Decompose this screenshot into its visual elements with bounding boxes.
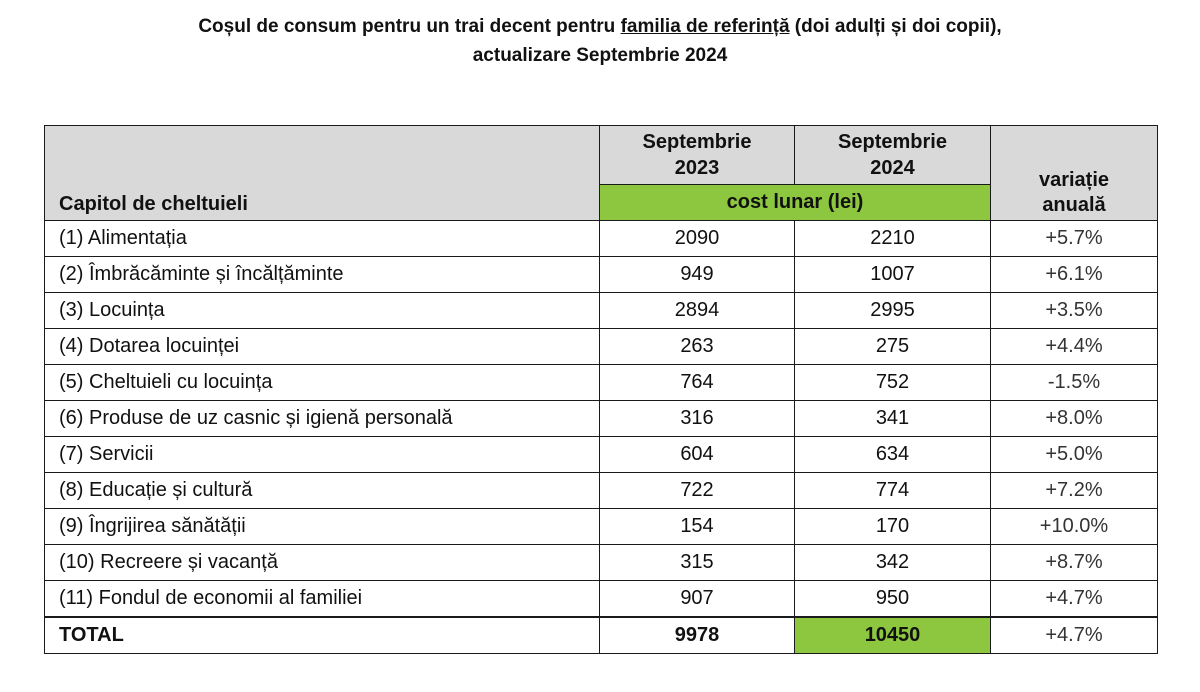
row-variation: +4.7% xyxy=(991,581,1158,618)
title-prefix: Coșul de consum pentru un trai decent pentru xyxy=(198,16,621,37)
total-value-2024: 10450 xyxy=(795,617,991,654)
row-chapter: (2) Îmbrăcăminte și încălțăminte xyxy=(45,257,600,293)
row-value-2023: 315 xyxy=(600,545,795,581)
header-year-2024 xyxy=(795,126,991,185)
row-value-2023: 722 xyxy=(600,473,795,509)
header-variation-line2: anuală xyxy=(1042,194,1106,216)
header-variation-line1: variație xyxy=(1038,169,1110,191)
table-row xyxy=(45,293,1158,329)
row-chapter: (6) Produse de uz casnic și igienă personală xyxy=(45,401,600,437)
total-value-2023: 9978 xyxy=(600,617,795,654)
page-title xyxy=(0,12,1200,70)
header-year-2024-year: 2024 xyxy=(870,157,915,179)
title-line-2: actualizare Septembrie 2024 xyxy=(472,45,728,66)
row-value-2023: 154 xyxy=(600,509,795,545)
row-variation: +5.7% xyxy=(991,221,1158,257)
row-value-2023: 949 xyxy=(600,257,795,293)
table-row xyxy=(45,545,1158,581)
row-value-2024: 2210 xyxy=(795,221,991,257)
row-value-2023: 604 xyxy=(600,437,795,473)
row-value-2023: 2090 xyxy=(600,221,795,257)
row-chapter: (3) Locuința xyxy=(45,293,600,329)
row-chapter: (11) Fondul de economii al familiei xyxy=(45,581,600,618)
header-variation xyxy=(991,126,1158,221)
row-value-2023: 316 xyxy=(600,401,795,437)
row-value-2024: 170 xyxy=(795,509,991,545)
table-row xyxy=(45,509,1158,545)
row-value-2024: 342 xyxy=(795,545,991,581)
row-value-2023: 263 xyxy=(600,329,795,365)
row-variation: +8.0% xyxy=(991,401,1158,437)
table-row xyxy=(45,401,1158,437)
row-value-2023: 764 xyxy=(600,365,795,401)
consumption-basket-table xyxy=(44,125,1158,654)
table-row xyxy=(45,365,1158,401)
row-chapter: (4) Dotarea locuinței xyxy=(45,329,600,365)
row-value-2024: 774 xyxy=(795,473,991,509)
row-chapter: (10) Recreere și vacanță xyxy=(45,545,600,581)
total-row xyxy=(45,617,1158,654)
table-row xyxy=(45,221,1158,257)
table-row xyxy=(45,581,1158,618)
table-body xyxy=(45,126,1158,654)
table-row xyxy=(45,329,1158,365)
table-row xyxy=(45,473,1158,509)
row-variation: +5.0% xyxy=(991,437,1158,473)
row-value-2024: 2995 xyxy=(795,293,991,329)
row-value-2024: 275 xyxy=(795,329,991,365)
table-row xyxy=(45,437,1158,473)
header-cost: cost lunar (lei) xyxy=(600,185,991,221)
title-underlined: familia de referință xyxy=(620,16,790,37)
total-label: TOTAL xyxy=(45,617,600,654)
row-variation: +10.0% xyxy=(991,509,1158,545)
header-chapter: Capitol de cheltuieli xyxy=(45,126,600,221)
row-variation: +3.5% xyxy=(991,293,1158,329)
row-chapter: (5) Cheltuieli cu locuința xyxy=(45,365,600,401)
title-suffix: (doi adulți și doi copii), xyxy=(789,16,1002,37)
row-variation: +8.7% xyxy=(991,545,1158,581)
header-row xyxy=(45,126,1158,185)
title-line-1 xyxy=(0,12,1200,41)
row-chapter: (8) Educație și cultură xyxy=(45,473,600,509)
header-year-2023-month: Septembrie xyxy=(642,131,752,153)
row-value-2024: 1007 xyxy=(795,257,991,293)
header-year-2023-year: 2023 xyxy=(674,157,720,179)
total-variation: +4.7% xyxy=(991,617,1158,654)
table-row xyxy=(45,257,1158,293)
row-variation: -1.5% xyxy=(991,365,1158,401)
row-variation: +4.4% xyxy=(991,329,1158,365)
row-value-2024: 950 xyxy=(795,581,991,618)
row-variation: +7.2% xyxy=(991,473,1158,509)
row-chapter: (1) Alimentația xyxy=(45,221,600,257)
row-chapter: (7) Servicii xyxy=(45,437,600,473)
header-year-2024-month: Septembrie xyxy=(838,131,947,153)
row-chapter: (9) Îngrijirea sănătății xyxy=(45,509,600,545)
row-value-2024: 341 xyxy=(795,401,991,437)
row-variation: +6.1% xyxy=(991,257,1158,293)
row-value-2023: 2894 xyxy=(600,293,795,329)
row-value-2024: 752 xyxy=(795,365,991,401)
row-value-2023: 907 xyxy=(600,581,795,618)
header-year-2023 xyxy=(600,126,795,185)
row-value-2024: 634 xyxy=(795,437,991,473)
